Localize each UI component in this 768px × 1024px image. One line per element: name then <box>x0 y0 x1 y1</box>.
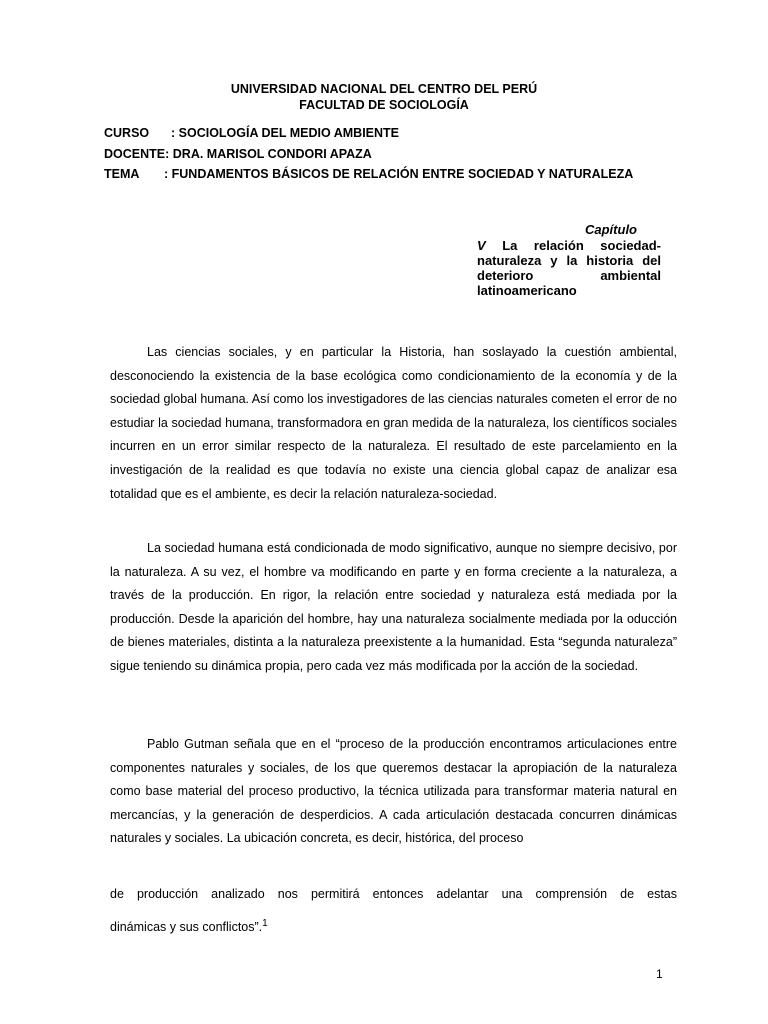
meta-curso <box>104 126 399 140</box>
curso-value: : SOCIOLOGÍA DEL MEDIO AMBIENTE <box>171 126 400 140</box>
university-title: UNIVERSIDAD NACIONAL DEL CENTRO DEL PERÚ <box>230 82 538 96</box>
chapter-number: V <box>477 238 486 253</box>
meta-docente <box>104 147 372 161</box>
curso-label: CURSO <box>104 126 150 140</box>
paragraph-1: Las ciencias sociales, y en particular la Historia, han soslayado la cuestión ambiental, desconociendo la existencia de la base ecológica como condicionamiento de la economía y de la sociedad global humana. Así como los investigadores de las ciencias naturales cometen el error de no estudiar la sociedad humana, transformadora en gran medida de la naturaleza, los científicos sociales incurren en un error similar respecto de la naturaleza. El resultado de este parcelamiento en la investigación de la realidad es que todavía no existe una ciencia global capaz de analizar esa totalidad que es el ambiente, es decir la relación naturaleza-sociedad. <box>110 345 677 501</box>
paragraph-4-line-1: de producción analizado nos permitirá entonces adelantar una comprensión de estas <box>110 887 677 901</box>
docente-label: DOCENTE: <box>104 147 170 161</box>
chapter-heading <box>477 222 661 298</box>
docente-value: DRA. MARISOL CONDORI APAZA <box>172 147 372 161</box>
paragraph-2: La sociedad humana está condicionada de modo significativo, aunque no siempre decisivo, por la naturaleza. A su vez, el hombre va modificando en parte y en forma creciente a la naturaleza, a través de la producción. En rigor, la relación entre sociedad y naturaleza está mediada por la producción. Desde la aparición del hombre, hay una naturaleza socialmente mediada por la oducción de bienes materiales, distinta a la naturaleza preexistente a la humanidad. Esta “segunda naturaleza” sigue teniendo su dinámica propia, pero cada vez más modificada por la acción de la sociedad. <box>110 541 677 673</box>
footnote-reference[interactable]: 1 <box>262 918 268 929</box>
paragraph-4-line-2 <box>110 918 677 934</box>
meta-tema <box>104 167 633 181</box>
faculty-title: FACULTAD DE SOCIOLOGÍA <box>299 98 469 112</box>
tema-label: TEMA <box>104 167 140 181</box>
page-number: 1 <box>656 967 663 981</box>
chapter-label: Capítulo <box>585 222 637 237</box>
chapter-title: La relación sociedad-naturaleza y la historia del deterioro ambiental latinoamericano <box>477 238 661 298</box>
paragraph-4-text: dinámicas y sus conflictos”. <box>110 920 263 935</box>
tema-value: : FUNDAMENTOS BÁSICOS DE RELACIÓN ENTRE SOCIEDAD Y NATURALEZA <box>164 167 634 181</box>
paragraph-3: Pablo Gutman señala que en el “proceso de la producción encontramos articulaciones entre componentes naturales y sociales, de los que queremos destacar la apropiación de la naturaleza como base material del proceso productivo, la técnica utilizada para transformar materia natural en mercancías, y la generación de desperdicios. A cada articulación destacada concurren dinámicas naturales y sociales. La ubicación concreta, es decir, histórica, del proceso <box>110 737 677 846</box>
